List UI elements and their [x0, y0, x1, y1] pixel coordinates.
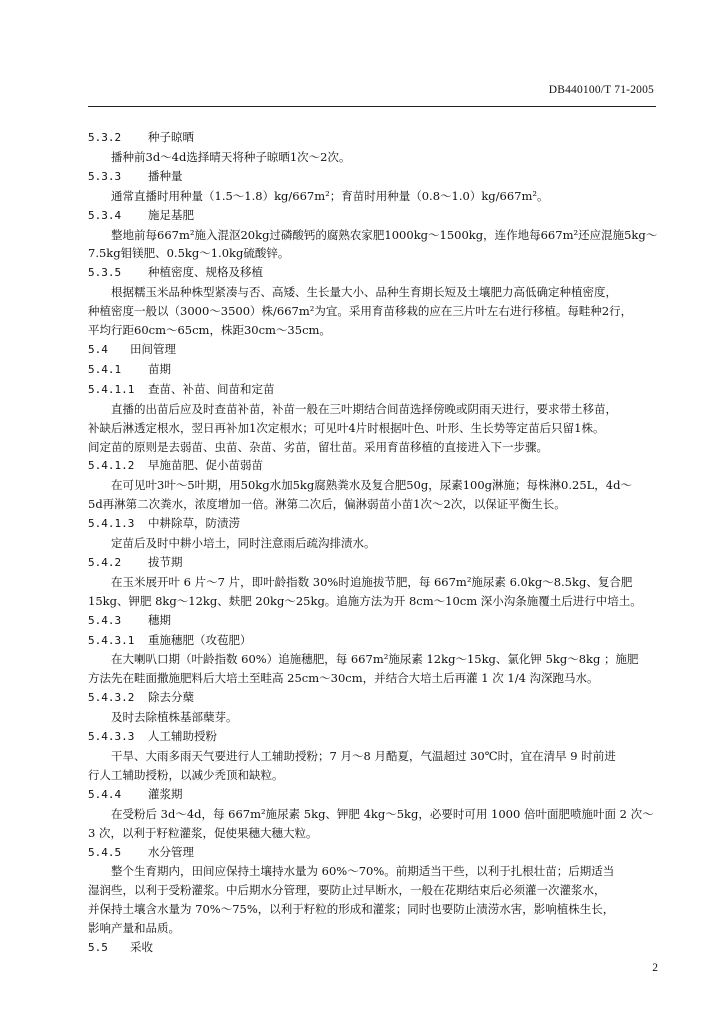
section-heading [88, 263, 656, 283]
paragraph [88, 187, 656, 206]
section-heading [88, 340, 656, 360]
section-title: 人工辅助授粉 [148, 729, 217, 744]
paragraph [88, 476, 656, 514]
paragraph [88, 573, 656, 611]
paragraph [88, 226, 656, 264]
section-heading [88, 514, 656, 534]
document-number: DB440100/T 71-2005 [548, 84, 654, 96]
paragraph-line: 通常直播时用种量（1.5～1.8）kg/667m²；育苗时用种量（0.8～1.0）kg/667m²。 [111, 188, 549, 203]
paragraph-line: 种植密度一般以（3000～3500）株/667m²为宜。采用育苗移栽的应在三片叶左右进行移植。每畦种2行， [88, 304, 633, 319]
paragraph-line: 并保持土壤含水量为 70%～75%，以利于籽粒的形成和灌浆；同时也要防止渍涝水害，影响植株生长， [88, 902, 615, 917]
paragraph [88, 805, 656, 843]
section-title: 采收 [130, 940, 153, 955]
section-title: 查苗、补苗、间苗和定苗 [148, 381, 275, 396]
paragraph-line: 5d再淋第二次粪水，浓度增加一倍。淋第二次后，偏淋弱苗小苗1次～2次，以保证平衡生长。 [88, 497, 566, 512]
paragraph-line: 7.5kg钼镁肥、0.5kg～1.0kg硫酸锌。 [88, 246, 290, 261]
section-title: 水分管理 [148, 844, 194, 859]
section-heading [88, 128, 656, 148]
section-number: 5.4.3.3 [88, 730, 135, 744]
section-heading [88, 688, 656, 708]
section-heading [88, 206, 656, 226]
paragraph-line: 15kg、钾肥 8kg～12kg、麸肥 20kg～25kg。追施方法为开 8cm～10cm 深小沟条施覆土后进行中培土。 [88, 593, 642, 608]
paragraph-line: 整地前每667m²施入混沤20kg过磷酸钙的腐熟农家肥1000kg～1500kg，连作地每667m²还应混施5kg～ [111, 227, 658, 242]
section-number: 5.3.4 [88, 208, 122, 222]
section-title: 除去分蘖 [148, 690, 194, 705]
section-number: 5.4.5 [88, 845, 122, 859]
section-title: 种植密度、规格及移植 [148, 265, 263, 280]
section-number: 5.4.3.1 [88, 633, 135, 647]
paragraph-line: 方法先在畦面撒施肥料后大培土至畦高 25cm～30cm，并结合大培土后再灌 1 次 1/4 沟深跑马水。 [88, 671, 599, 686]
paragraph [88, 148, 656, 167]
document-body [88, 128, 656, 958]
section-number: 5.4.4 [88, 787, 122, 801]
section-number: 5.5 [88, 941, 108, 955]
section-title: 重施穗肥（攻苞肥） [148, 632, 252, 647]
section-number: 5.4.1.3 [88, 517, 135, 531]
paragraph-line: 及时去除植株基部蘖芽。 [111, 710, 238, 725]
section-number: 5.4.3 [88, 613, 122, 627]
paragraph-line: 在大喇叭口期（叶龄指数 60%）追施穗肥，每 667m²施尿素 12kg～15kg、氯化钾 5kg～8kg ；施肥 [111, 652, 639, 667]
section-title: 田间管理 [130, 341, 176, 356]
section-heading [88, 938, 656, 958]
paragraph-line: 补缺后淋透定根水，翌日再补加1次定根水；可见叶4片时根据叶色、叶形、生长势等定苗后只留1株。 [88, 420, 605, 435]
paragraph-line: 根据糯玉米品种株型紧凑与否、高矮、生长量大小、品种生育期长短及土壤肥力高低确定种植密度， [111, 285, 617, 300]
paragraph-line: 播种前3d～4d选择晴天将种子晾晒1次～2次。 [111, 149, 351, 164]
section-heading [88, 360, 656, 380]
section-heading [88, 167, 656, 187]
paragraph [88, 650, 656, 688]
section-number: 5.3.5 [88, 266, 122, 280]
paragraph-line: 干旱、大雨多雨天气要进行人工辅助授粉；7 月～8 月酷夏，气温超过 30℃时，宜在清早 9 时前进 [111, 749, 616, 763]
paragraph-line: 平均行距60cm～65cm，株距30cm～35cm。 [88, 323, 331, 338]
section-number: 5.4.1.1 [88, 382, 135, 396]
section-number: 5.3.3 [88, 169, 122, 183]
section-number: 5.4.1 [88, 362, 122, 376]
section-title: 早施苗肥、促小苗弱苗 [148, 458, 263, 473]
section-title: 灌浆期 [148, 786, 183, 801]
paragraph [88, 862, 656, 938]
section-number: 5.3.2 [88, 131, 122, 144]
section-title: 拔节期 [148, 554, 183, 569]
section-heading [88, 456, 656, 476]
section-number: 5.4.3.2 [88, 691, 135, 705]
section-number: 5.4 [88, 342, 108, 356]
paragraph-line: 整个生育期内，田间应保持土壤持水量为 60%～70%。前期适当干些，以利于扎根壮苗；后期适当 [111, 864, 615, 879]
section-heading [88, 727, 656, 747]
section-heading [88, 843, 656, 863]
paragraph-line: 影响产量和品质。 [88, 921, 180, 936]
paragraph-line: 间定苗的原则是去弱苗、虫苗、杂苗、劣苗，留壮苗。采用育苗移植的直接进入下一步骤。 [88, 439, 548, 454]
section-heading [88, 631, 656, 651]
section-title: 中耕除草，防渍涝 [148, 516, 240, 531]
paragraph-line: 湿润些，以利于受粉灌浆。中后期水分管理，要防止过早断水，一般在花期结束后必须灌一次灌浆水， [88, 883, 606, 898]
section-heading [88, 380, 656, 400]
paragraph [88, 400, 656, 457]
section-heading [88, 785, 656, 805]
paragraph-line: 3 次，以利于籽粒灌浆，促使果穗大穗大粒。 [88, 825, 318, 840]
paragraph-line: 在受粉后 3d～4d，每 667m²施尿素 5kg、钾肥 4kg～5kg，必要时可用 1000 倍叶面肥喷施叶面 2 次～ [111, 806, 654, 821]
section-title: 施足基肥 [148, 207, 194, 222]
section-title: 播种量 [148, 168, 183, 183]
section-number: 5.4.1.2 [88, 459, 135, 473]
paragraph-line: 定苗后及时中耕小培土，同时注意雨后疏沟排渍水。 [111, 536, 376, 551]
page-number: 2 [652, 962, 658, 974]
paragraph [88, 283, 656, 340]
section-heading [88, 611, 656, 631]
paragraph [88, 747, 656, 785]
paragraph-line: 行人工辅助授粉，以减少秃顶和缺粒。 [88, 767, 284, 782]
paragraph-line: 在玉米展开叶 6 片～7 片，即叶龄指数 30%时追施拔节肥，每 667m²施尿素 6.0kg～8.5kg、复合肥 [111, 574, 633, 589]
paragraph-line: 直播的出苗后应及时查苗补苗，补苗一般在三叶期结合间苗选择傍晚或阴雨天进行，要求带土移苗， [111, 401, 617, 416]
section-title: 苗期 [148, 361, 171, 376]
section-heading [88, 553, 656, 573]
section-title: 种子晾晒 [148, 130, 194, 144]
section-number: 5.4.2 [88, 555, 122, 569]
section-title: 穗期 [148, 612, 171, 627]
paragraph [88, 708, 656, 727]
paragraph [88, 534, 656, 553]
paragraph-line: 在可见叶3叶～5叶期，用50kg水加5kg腐熟粪水及复合肥50g，尿素100g淋施；每株淋0.25L，4d～ [111, 478, 632, 493]
header-rule [88, 106, 656, 107]
